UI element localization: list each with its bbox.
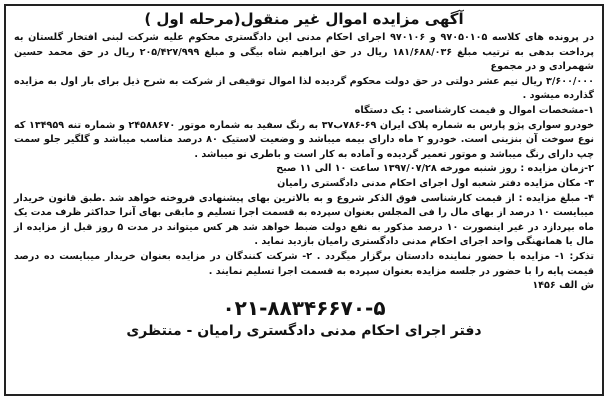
item-3-location: ۳- مکان مزایده دفتر شعبه اول اجرای احکام مدنی دادگستری رامیان (277, 177, 594, 189)
reminder-note: تذکر: ۱- مزایده با حضور نماینده دادستان برگزار میگردد . ۲- شرکت کنندگان در مزایده بعنوان خریدار میبایست ده درصد قیمت پایه را با حضور در جلسه مزایده بعنوان سپرده به قسمت اجرا تسلیم نمایند . (14, 250, 594, 277)
intro-paragraph-1: در پرونده های کلاسه ۹۷۰۵۰۱۰۵ و ۹۷۰۱۰۶ اجرای احکام مدنی این دادگستری محکوم علیه شرکت لبنی افتخار گلستان به پرداخت بدهی به ترتیب مبلغ ۱۸۱/۶۸۸/۰۳۶ ریال در حق ابراهیم شاه بیگی و مبلغ ۲۰۵/۴۲۷/۹۹۹ ریال در حق محمد حسین شهمرادی و در مجموع (14, 32, 595, 73)
notice-title: آگهی مزایده اموال غیر منقول(مرحله اول ) (144, 10, 464, 28)
issuer-signature: دفتر اجرای احکام مدنی دادگستری رامیان - منتظری (126, 322, 482, 339)
notice-body (14, 31, 594, 294)
item-1-heading: ۱-مشخصات اموال و قیمت کارشناسی : یک دستگاه (354, 104, 594, 116)
notice-frame (4, 4, 604, 396)
intro-paragraph-2: ۳/۶۰۰/۰۰۰ ریال نیم عشر دولتی در حق دولت محکوم گردیده لذا اموال توقیفی از شرکت به شرح ذیل برای بار اول به مزایده گذارده میشود . (14, 75, 594, 102)
item-1-description: خودرو سواری پژو پارس به شماره پلاک ایران ۶۹-۷۸۶ب۳۷ به رنگ سفید به شماره موتور ۲۴۵۸۸۶۷۰ و شماره تنه ۱۳۴۹۵۹ که نوع سوخت آن بنزینی است. خودرو ۲ ماه دارای بیمه میباشد و وضعیت لاستیک ۸۰ درصد مناسب میباشد و گلگیر جلو سمت چپ دارای رنگ میباشد و موتور تعمیر گردیده و آماده به کار است و باطری نو میباشد . (14, 119, 595, 160)
item-2-time: ۲-زمان مزایده : روز شنبه مورخه ۱۳۹۷/۰۷/۲۸ ساعت ۱۰ الی ۱۱ صبح (276, 163, 594, 175)
contact-phone: ۰۲۱-۸۸۳۴۶۶۷۰-۵ (222, 295, 386, 320)
notice-code: ش الف ۱۴۵۶ (532, 280, 594, 292)
item-4-price: ۴- مبلغ مزایده : از قیمت کارشناسی فوق الذکر شروع و به بالاترین بهای پیشنهادی فروخته خواهد شد .طبق قانون خریدار میبایست ۱۰ درصد از بهای مال را فی المجلس بعنوان سپرده به قسمت اجرا تسلیم و مابقی بهای آنرا حداکثر ظرف مدت یک ماه بپردازد در غیر اینصورت ۱۰ درصد مذکور به نفع دولت ضبط خواهد شد هر کس میتواند در مدت ۵ روز قبل از مزایده از مال یا همانهنگی واحد اجرای احکام مدنی دادگستری رامیان بازدید نماید . (14, 192, 594, 248)
